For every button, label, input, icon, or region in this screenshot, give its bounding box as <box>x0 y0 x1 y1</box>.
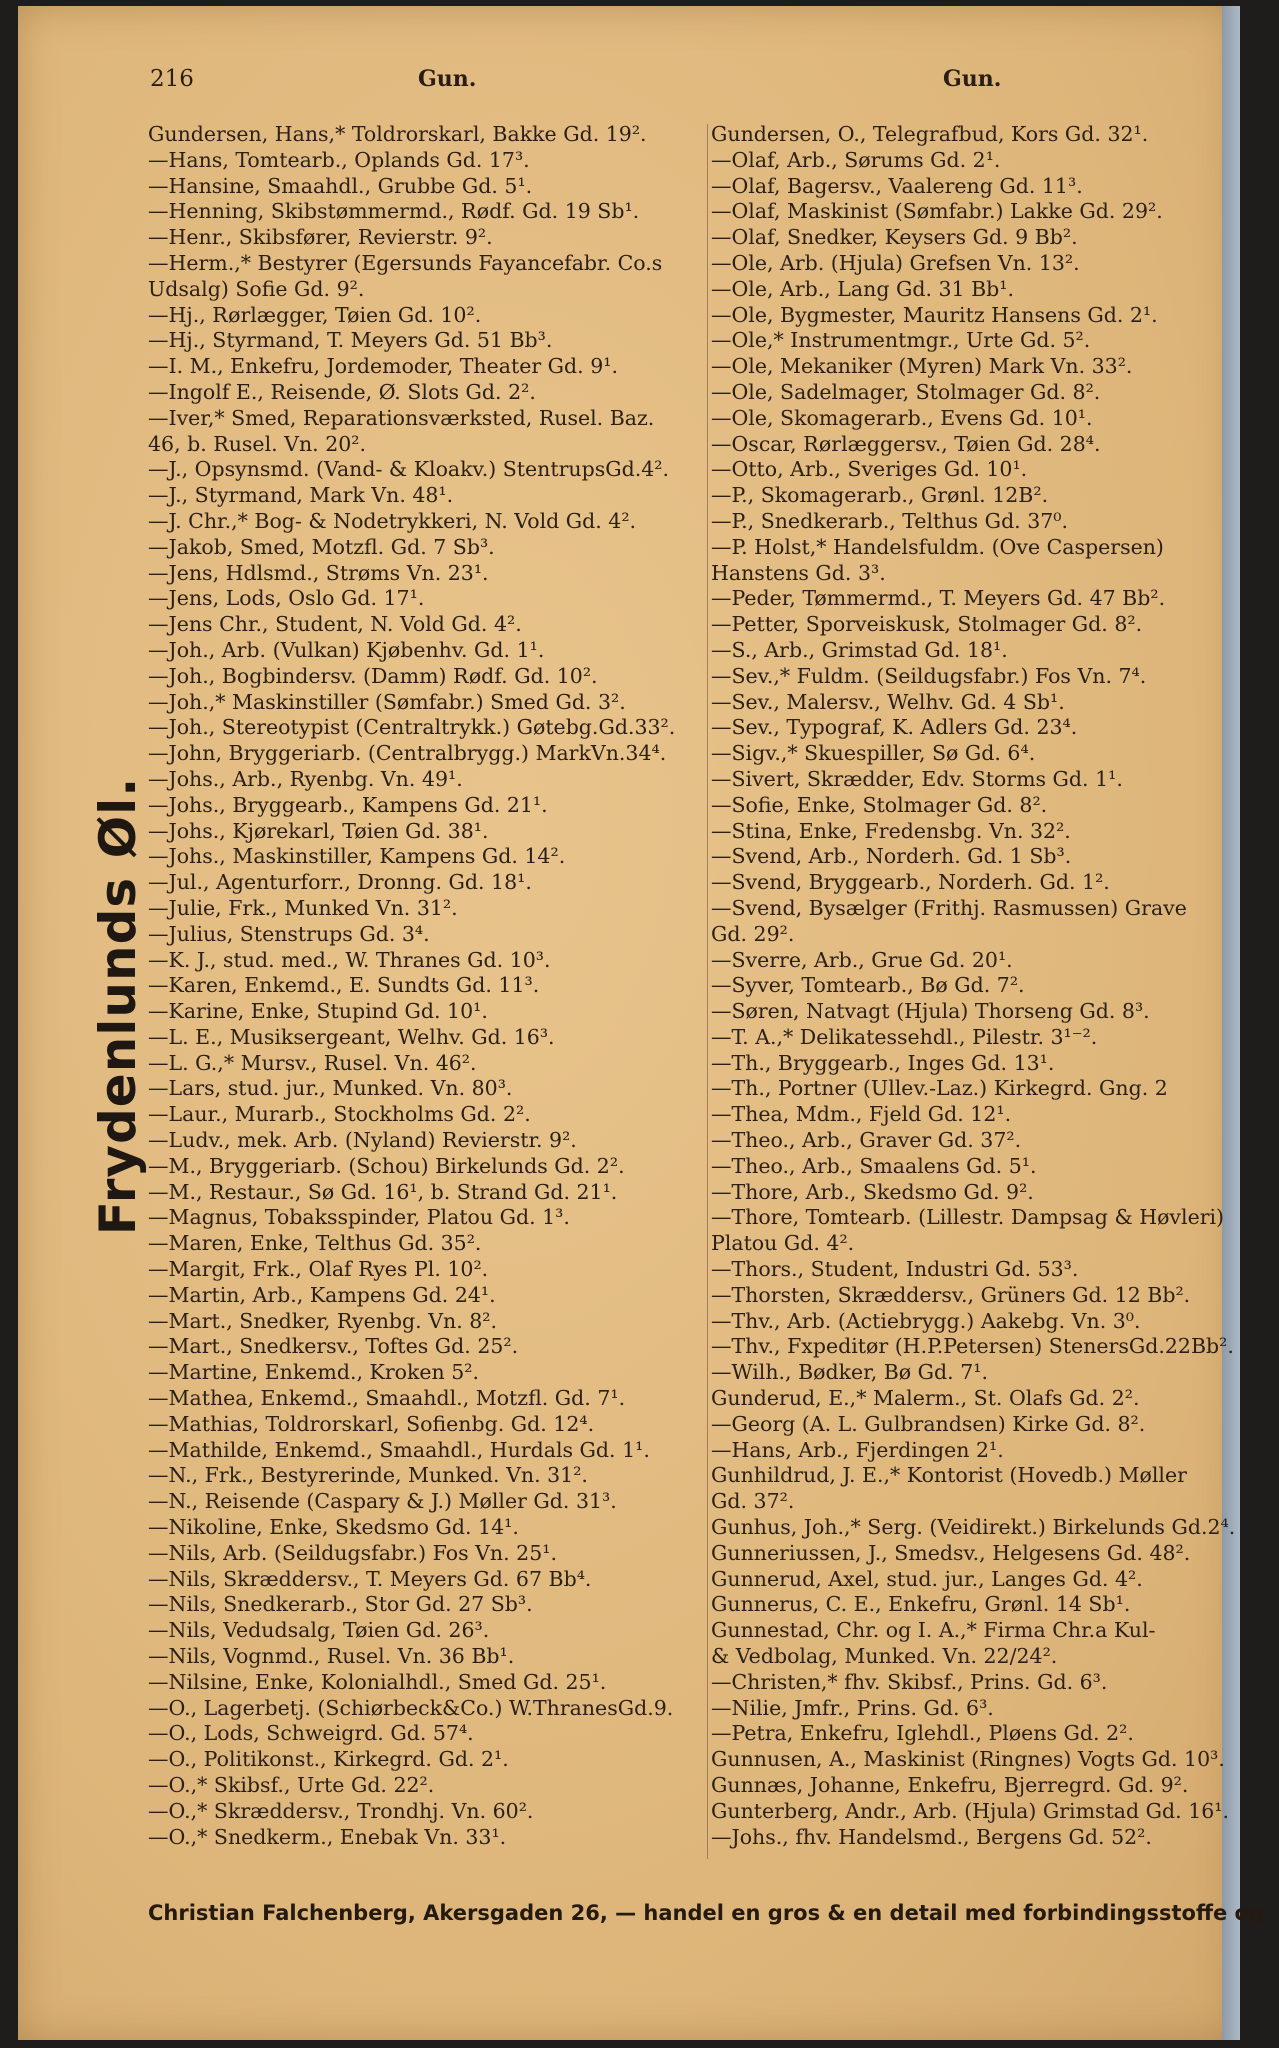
directory-entry: —Martine, Enkemd., Kroken 5². <box>148 1360 480 1385</box>
sidebar-ad-text: Frydenlunds Øl. <box>89 776 147 1236</box>
directory-entry: —Ole, Arb., Lang Gd. 31 Bb¹. <box>711 276 1015 301</box>
directory-entry: —Svend, Bryggearb., Norderh. Gd. 1². <box>711 870 1110 895</box>
directory-entry: —O.,* Skræddersv., Trondhj. Vn. 60². <box>148 1798 534 1823</box>
directory-entry: —Julie, Frk., Munked Vn. 31². <box>148 895 458 920</box>
directory-entry: Gd. 29². <box>711 921 795 946</box>
directory-entry: —N., Frk., Bestyrerinde, Munked. Vn. 31². <box>148 1463 588 1488</box>
directory-entry: Gunhildrud, J. E.,* Kontorist (Hovedb.) Møller <box>711 1463 1187 1488</box>
directory-entry: —Nikoline, Enke, Skedsmo Gd. 14¹. <box>148 1515 519 1540</box>
directory-entry: —Henning, Skibstømmermd., Rødf. Gd. 19 Sb¹. <box>148 199 640 224</box>
directory-entry: —Ole, Arb. (Hjula) Grefsen Vn. 13². <box>711 250 1080 275</box>
directory-entry: —Herm.,* Bestyrer (Egersunds Fayancefabr. Co.s <box>148 250 663 275</box>
directory-entry: —Olaf, Arb., Sørums Gd. 2¹. <box>711 147 1001 172</box>
directory-entry: Gunderud, E.,* Malerm., St. Olafs Gd. 2². <box>711 1386 1140 1411</box>
directory-entry: —Jens, Lods, Oslo Gd. 17¹. <box>148 586 425 611</box>
directory-entry: —J., Opsynsmd. (Vand- & Kloakv.) StentrupsGd.4². <box>148 457 670 482</box>
directory-entry: —Svend, Bysælger (Frithj. Rasmussen) Grave <box>711 895 1187 920</box>
directory-entry: —Johs., Maskinstiller, Kampens Gd. 14². <box>148 844 566 869</box>
directory-entry: —O., Lods, Schweigrd. Gd. 57⁴. <box>148 1721 474 1746</box>
directory-entry: —Petter, Sporveiskusk, Stolmager Gd. 8². <box>711 612 1143 637</box>
directory-entry: —Sivert, Skrædder, Edv. Storms Gd. 1¹. <box>711 766 1123 791</box>
directory-entry: —Johs., Bryggearb., Kampens Gd. 21¹. <box>148 792 548 817</box>
directory-entry: Gunnerus, C. E., Enkefru, Grønl. 14 Sb¹. <box>711 1592 1131 1617</box>
directory-entry: —Ingolf E., Reisende, Ø. Slots Gd. 2². <box>148 379 536 404</box>
footer-advertisement: Christian Falchenberg, Akersgaden 26, — handel en gros & en detail med forbindingsstoffe og <box>148 1901 1265 1925</box>
directory-page <box>18 6 1265 2040</box>
directory-entry: —Ole,* Instrumentmgr., Urte Gd. 5². <box>711 328 1091 353</box>
directory-entry: —Nils, Skræddersv., T. Meyers Gd. 67 Bb⁴. <box>148 1566 592 1591</box>
directory-entry: —Sigv.,* Skuespiller, Sø Gd. 6⁴. <box>711 741 1036 766</box>
directory-entry: Gundersen, Hans,* Toldrorskarl, Bakke Gd. 19². <box>148 122 647 146</box>
directory-entry: —Hans, Arb., Fjerdingen 2¹. <box>711 1437 1004 1462</box>
directory-entry: —M., Bryggeriarb. (Schou) Birkelunds Gd. 2². <box>148 1153 625 1178</box>
right-heading: Gun. <box>943 66 1002 92</box>
directory-entry: Gunnerud, Axel, stud. jur., Langes Gd. 4². <box>711 1566 1143 1591</box>
right-column <box>711 122 1251 1850</box>
directory-entry: —P., Skomagerarb., Grønl. 12B². <box>711 483 1049 508</box>
directory-entry: —L. G.,* Mursv., Rusel. Vn. 46². <box>148 1050 477 1075</box>
directory-entry: —John, Bryggeriarb. (Centralbrygg.) MarkVn.34⁴. <box>148 741 667 766</box>
directory-entry: —Maren, Enke, Telthus Gd. 35². <box>148 1231 482 1256</box>
directory-entry: —Syver, Tomtearb., Bø Gd. 7². <box>711 973 1025 998</box>
directory-entry: —Jakob, Smed, Motzfl. Gd. 7 Sb³. <box>148 534 495 559</box>
directory-entry: Hanstens Gd. 3³. <box>711 560 886 585</box>
directory-entry: —Ole, Skomagerarb., Evens Gd. 10¹. <box>711 405 1093 430</box>
directory-entry: —Thv., Fxpeditør (H.P.Petersen) StenersGd.22Bb². <box>711 1334 1234 1359</box>
directory-entry: —Thea, Mdm., Fjeld Gd. 12¹. <box>711 1102 1012 1127</box>
directory-entry: —Thore, Tomtearb. (Lillestr. Dampsag & Høvleri) <box>711 1205 1225 1230</box>
directory-entry: —P. Holst,* Handelsfuldm. (Ove Caspersen) <box>711 534 1164 559</box>
directory-entry: —Mathilde, Enkemd., Smaahdl., Hurdals Gd. 1¹. <box>148 1437 650 1462</box>
directory-entry: —Hansine, Smaahdl., Grubbe Gd. 5¹. <box>148 173 533 198</box>
left-column <box>148 122 748 1850</box>
directory-entry: Gunnestad, Chr. og I. A.,* Firma Chr.a Kul- <box>711 1618 1156 1643</box>
directory-entry: —J. Chr.,* Bog- & Nodetrykkeri, N. Vold Gd. 4². <box>148 508 637 533</box>
directory-entry: —O.,* Snedkerm., Enebak Vn. 33¹. <box>148 1824 507 1849</box>
directory-entry: —Sev., Typograf, K. Adlers Gd. 23⁴. <box>711 715 1078 740</box>
directory-entry: —Theo., Arb., Graver Gd. 37². <box>711 1128 1022 1153</box>
directory-entry: —Petra, Enkefru, Iglehdl., Pløens Gd. 2². <box>711 1721 1134 1746</box>
directory-entry: —Nilie, Jmfr., Prins. Gd. 6³. <box>711 1695 994 1720</box>
directory-entry: & Vedbolag, Munked. Vn. 22/24². <box>711 1644 1058 1669</box>
directory-entry: —Peder, Tømmermd., T. Meyers Gd. 47 Bb². <box>711 586 1166 611</box>
directory-entry: —Karen, Enkemd., E. Sundts Gd. 11³. <box>148 973 540 998</box>
directory-entry: —Karine, Enke, Stupind Gd. 10¹. <box>148 999 488 1024</box>
directory-entry: —Martin, Arb., Kampens Gd. 24¹. <box>148 1282 496 1307</box>
directory-entry: —Ole, Bygmester, Mauritz Hansens Gd. 2¹. <box>711 302 1158 327</box>
directory-entry: —Th., Bryggearb., Inges Gd. 13¹. <box>711 1050 1055 1075</box>
directory-entry: —S., Arb., Grimstad Gd. 18¹. <box>711 637 1008 662</box>
directory-entry: —J., Styrmand, Mark Vn. 48¹. <box>148 483 454 508</box>
directory-entry: —Henr., Skibsfører, Revierstr. 9². <box>148 225 493 250</box>
directory-entry: —Lars, stud. jur., Munked. Vn. 80³. <box>148 1076 513 1101</box>
directory-entry: —P., Snedkerarb., Telthus Gd. 37⁰. <box>711 508 1069 533</box>
directory-entry: —Joh., Arb. (Vulkan) Kjøbenhv. Gd. 1¹. <box>148 637 545 662</box>
directory-entry: —Nils, Arb. (Seildugsfabr.) Fos Vn. 25¹. <box>148 1540 557 1565</box>
directory-entry: —O., Politikonst., Kirkegrd. Gd. 2¹. <box>148 1747 509 1772</box>
directory-entry: —Hj., Rørlægger, Tøien Gd. 10². <box>148 302 482 327</box>
directory-entry: —K. J., stud. med., W. Thranes Gd. 10³. <box>148 947 551 972</box>
directory-entry: —Mathias, Toldrorskarl, Sofienbg. Gd. 12⁴. <box>148 1411 595 1436</box>
directory-entry: —Hj., Styrmand, T. Meyers Gd. 51 Bb³. <box>148 328 553 353</box>
directory-entry: —Joh., Bogbindersv. (Damm) Rødf. Gd. 10². <box>148 663 598 688</box>
directory-entry: —Ole, Sadelmager, Stolmager Gd. 8². <box>711 379 1101 404</box>
directory-entry: —Thors., Student, Industri Gd. 53³. <box>711 1257 1079 1282</box>
directory-entry: Udsalg) Sofie Gd. 9². <box>148 276 365 301</box>
directory-entry: Gunneriussen, J., Smedsv., Helgesens Gd. 48². <box>711 1540 1191 1565</box>
directory-entry: —Søren, Natvagt (Hjula) Thorseng Gd. 8³. <box>711 999 1150 1024</box>
directory-entry: —Thore, Arb., Skedsmo Gd. 9². <box>711 1179 1034 1204</box>
directory-entry: —T. A.,* Delikatessehdl., Pilestr. 3¹⁻². <box>711 1024 1098 1049</box>
directory-entry: —Olaf, Maskinist (Sømfabr.) Lakke Gd. 29². <box>711 199 1163 224</box>
directory-entry: —Ludv., mek. Arb. (Nyland) Revierstr. 9². <box>148 1128 577 1153</box>
directory-entry: —Hans, Tomtearb., Oplands Gd. 17³. <box>148 147 530 172</box>
directory-entry: —Svend, Arb., Norderh. Gd. 1 Sb³. <box>711 844 1072 869</box>
directory-entry: —Jens Chr., Student, N. Vold Gd. 4². <box>148 612 522 637</box>
directory-entry: —Sverre, Arb., Grue Gd. 20¹. <box>711 947 1013 972</box>
directory-entry: —Johs., Kjørekarl, Tøien Gd. 38¹. <box>148 818 489 843</box>
directory-entry: —Oscar, Rørlæggersv., Tøien Gd. 28⁴. <box>711 431 1101 456</box>
directory-entry: —Mart., Snedkersv., Toftes Gd. 25². <box>148 1334 519 1359</box>
page-header <box>18 66 1236 106</box>
directory-entry: —Thorsten, Skræddersv., Grüners Gd. 12 Bb². <box>711 1282 1191 1307</box>
directory-entry: —Sofie, Enke, Stolmager Gd. 8². <box>711 792 1048 817</box>
directory-entry: Gunhus, Joh.,* Serg. (Veidirekt.) Birkelunds Gd.2⁴. <box>711 1515 1236 1540</box>
directory-entry: —Mathea, Enkemd., Smaahdl., Motzfl. Gd. 7¹. <box>148 1386 626 1411</box>
directory-entry: —M., Restaur., Sø Gd. 16¹, b. Strand Gd. 21¹. <box>148 1179 618 1204</box>
directory-entry: —Johs., Arb., Ryenbg. Vn. 49¹. <box>148 766 463 791</box>
directory-entry: —Mart., Snedker, Ryenbg. Vn. 8². <box>148 1308 498 1333</box>
directory-entry: —O.,* Skibsf., Urte Gd. 22². <box>148 1773 435 1797</box>
directory-entry: —I. M., Enkefru, Jordemoder, Theater Gd. 9¹. <box>148 354 618 379</box>
sidebar-advertisement <box>78 776 158 1236</box>
directory-entry: —Magnus, Tobaksspinder, Platou Gd. 1³. <box>148 1205 570 1230</box>
column-divider <box>707 124 708 1859</box>
directory-entry: —Sev.,* Fuldm. (Seildugsfabr.) Fos Vn. 7⁴. <box>711 663 1147 688</box>
directory-entry: —Wilh., Bødker, Bø Gd. 7¹. <box>711 1360 988 1385</box>
directory-entry: —L. E., Musiksergeant, Welhv. Gd. 16³. <box>148 1024 555 1049</box>
left-heading: Gun. <box>418 66 477 92</box>
directory-entry: —Sev., Malersv., Welhv. Gd. 4 Sb¹. <box>711 689 1065 714</box>
directory-entry: —Christen,* fhv. Skibsf., Prins. Gd. 6³. <box>711 1669 1108 1694</box>
page-number: 216 <box>150 66 194 92</box>
directory-entry: —Jul., Agenturforr., Dronng. Gd. 18¹. <box>148 870 532 895</box>
directory-entry: —Olaf, Bagersv., Vaalereng Gd. 11³. <box>711 173 1083 198</box>
directory-entry: —Stina, Enke, Fredensbg. Vn. 32². <box>711 818 1071 843</box>
directory-entry: —Iver,* Smed, Reparationsværksted, Rusel. Baz. <box>148 405 655 430</box>
directory-entry: —Theo., Arb., Smaalens Gd. 5¹. <box>711 1153 1037 1178</box>
directory-entry: —Jens, Hdlsmd., Strøms Vn. 23¹. <box>148 560 489 585</box>
directory-entry: —O., Lagerbetj. (Schiørbeck&Co.) W.ThranesGd.9. <box>148 1695 674 1720</box>
directory-entry: 46, b. Rusel. Vn. 20². <box>148 431 367 456</box>
directory-entry: —Joh., Stereotypist (Centraltrykk.) Gøtebg.Gd.33². <box>148 715 676 740</box>
directory-entry: Gunterberg, Andr., Arb. (Hjula) Grimstad Gd. 16¹. <box>711 1798 1230 1823</box>
directory-entry: Platou Gd. 4². <box>711 1231 855 1256</box>
directory-entry: Gunnæs, Johanne, Enkefru, Bjerregrd. Gd. 9². <box>711 1773 1189 1797</box>
directory-entry: Gundersen, O., Telegrafbud, Kors Gd. 32¹. <box>711 122 1149 146</box>
directory-entry: —Nils, Vognmd., Rusel. Vn. 36 Bb¹. <box>148 1644 515 1669</box>
directory-entry: —Th., Portner (Ullev.-Laz.) Kirkegrd. Gng. 2 <box>711 1076 1168 1101</box>
directory-entry: —Otto, Arb., Sveriges Gd. 10¹. <box>711 457 1028 482</box>
directory-entry: —Olaf, Snedker, Keysers Gd. 9 Bb². <box>711 225 1078 250</box>
directory-entry: —Julius, Stenstrups Gd. 3⁴. <box>148 921 430 946</box>
directory-entry: Gunnusen, A., Maskinist (Ringnes) Vogts Gd. 10³. <box>711 1747 1225 1772</box>
directory-entry: —N., Reisende (Caspary & J.) Møller Gd. 31³. <box>148 1489 617 1514</box>
directory-entry: —Thv., Arb. (Actiebrygg.) Aakebg. Vn. 3⁰. <box>711 1308 1141 1333</box>
directory-entry: —Nilsine, Enke, Kolonialhdl., Smed Gd. 25¹. <box>148 1669 607 1694</box>
directory-entry: —Laur., Murarb., Stockholms Gd. 2². <box>148 1102 531 1127</box>
directory-entry: —Johs., fhv. Handelsmd., Bergens Gd. 52². <box>711 1824 1152 1849</box>
directory-entry: —Georg (A. L. Gulbrandsen) Kirke Gd. 8². <box>711 1411 1146 1436</box>
directory-entry: —Joh.,* Maskinstiller (Sømfabr.) Smed Gd. 3². <box>148 689 626 714</box>
directory-entry: Gd. 37². <box>711 1489 795 1514</box>
directory-entry: —Nils, Snedkerarb., Stor Gd. 27 Sb³. <box>148 1592 533 1617</box>
directory-entry: —Nils, Vedudsalg, Tøien Gd. 26³. <box>148 1618 490 1643</box>
directory-entry: —Margit, Frk., Olaf Ryes Pl. 10². <box>148 1257 489 1282</box>
directory-entry: —Ole, Mekaniker (Myren) Mark Vn. 33². <box>711 354 1133 379</box>
